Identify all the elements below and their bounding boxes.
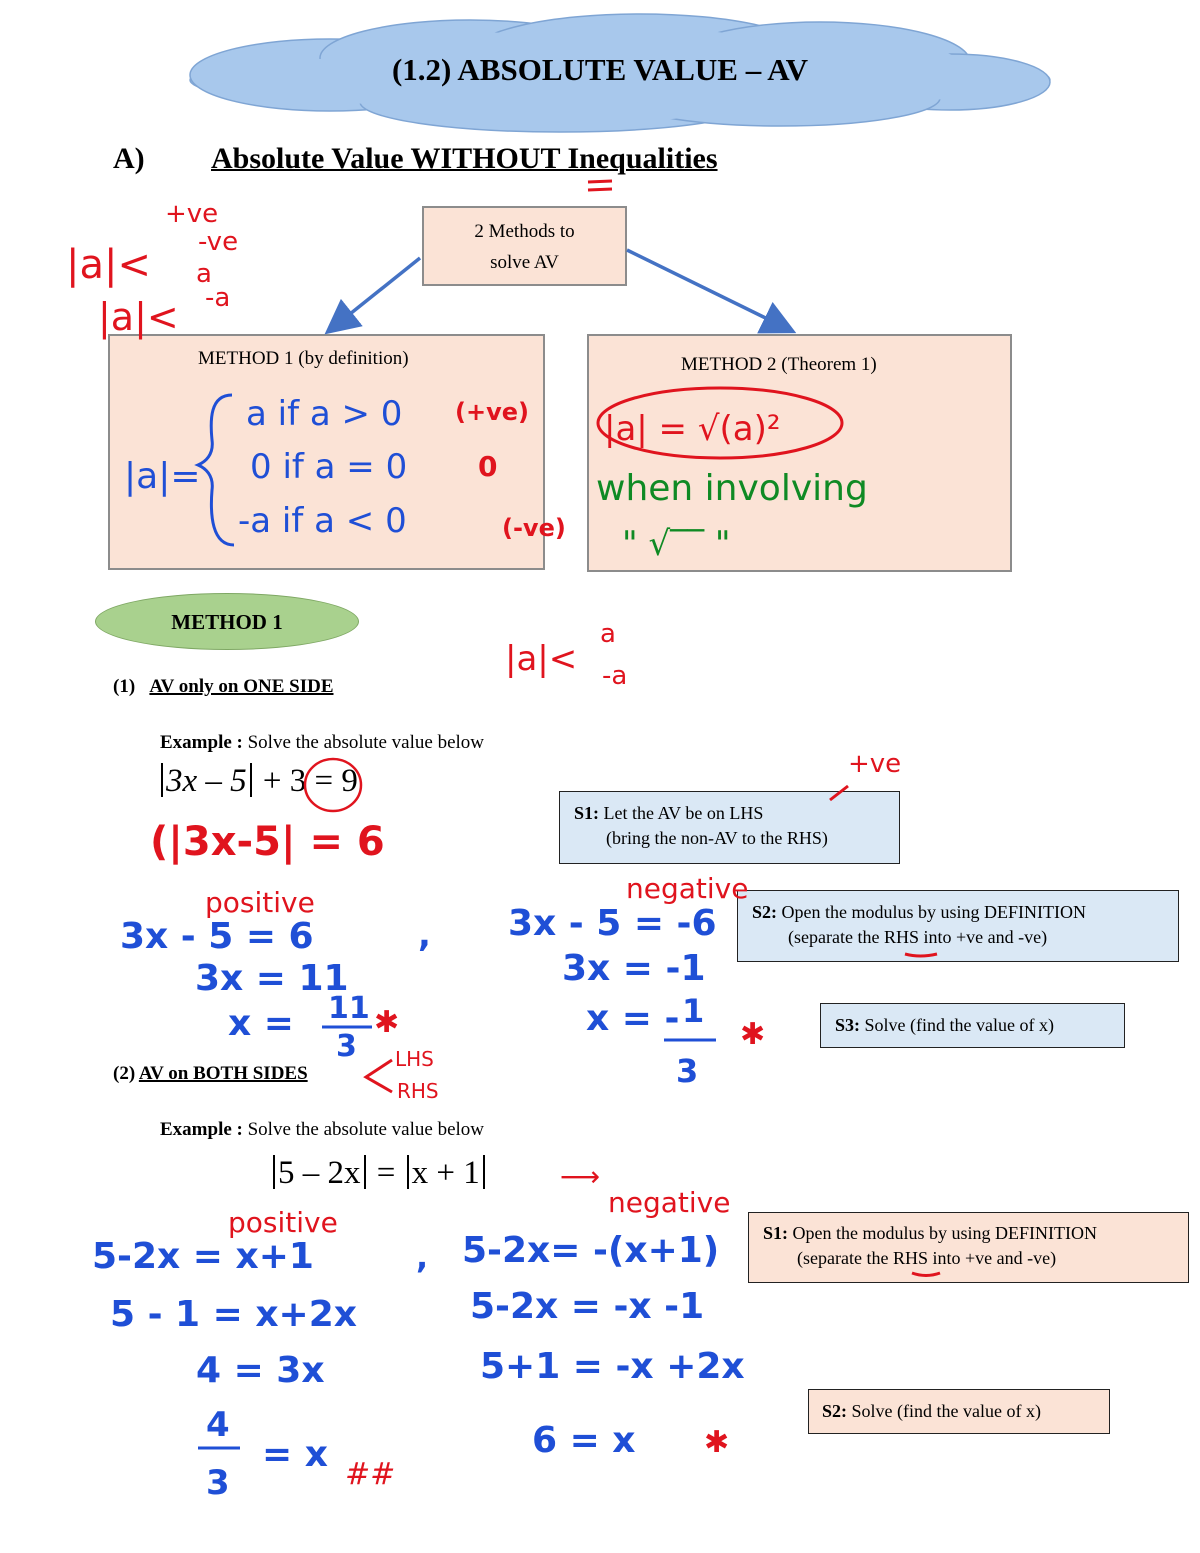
part1-step-s3	[820, 1003, 1125, 1048]
ex1-neg-line2: 3x = -1	[562, 948, 706, 989]
ex1-neg-den: 3	[676, 1052, 699, 1090]
example1-label: Example :	[160, 732, 243, 753]
part2-label: (2)	[113, 1063, 136, 1084]
example1	[160, 732, 484, 754]
example2	[160, 1119, 484, 1141]
step-line1: Let the AV be on LHS	[603, 803, 764, 823]
definition-row3: -a if a < 0	[238, 501, 407, 541]
rhs-note: RHS	[397, 1079, 439, 1103]
ex1-neg-line1: 3x - 5 = -6	[508, 903, 717, 944]
double-underline-mark	[588, 181, 612, 190]
theorem-note2: " √‾‾ "	[622, 524, 731, 564]
theorem-formula: |a| = √(a)²	[604, 409, 781, 449]
margin-note-a: a	[196, 259, 212, 289]
theorem-note1: when involving	[596, 468, 868, 509]
ex1-positive: positive	[205, 886, 315, 919]
ex2-neg-line4: 6 = x	[532, 1420, 636, 1461]
step-label: S2:	[822, 1401, 848, 1421]
step-label: S1:	[763, 1223, 789, 1243]
margin-note-neg-a: -a	[205, 283, 231, 313]
ex1-pos-num: 11	[328, 991, 370, 1026]
ex2-pos-mark: ##	[345, 1457, 396, 1492]
abs-bar-right	[250, 763, 252, 797]
page-title: (1.2) ABSOLUTE VALUE – AV	[391, 52, 809, 87]
step-line1: Solve (find the value of x)	[851, 1401, 1041, 1421]
ex1-comma: ,	[418, 915, 431, 955]
ex2-comma: ,	[416, 1238, 429, 1276]
part2-step-s2	[808, 1389, 1110, 1434]
part1-step-s2	[737, 890, 1179, 962]
ex2-neg-line2: 5-2x = -x -1	[470, 1286, 705, 1327]
ex1-pos-den: 3	[336, 1029, 357, 1064]
ex1-pos-line2: 3x = 11	[195, 958, 349, 999]
part2-title: AV on BOTH SIDES	[138, 1063, 308, 1084]
step-line2: (bring the non-AV to the RHS)	[606, 828, 828, 848]
mid-note-bottom: -a	[602, 661, 628, 691]
ex2-pos-num: 4	[206, 1405, 230, 1445]
abs-bar-left	[161, 763, 163, 797]
definition-row3-note: (-ve)	[502, 514, 566, 542]
step-line2: (separate the RHS into +ve and -ve)	[788, 927, 1048, 947]
abs-bar-left	[273, 1155, 275, 1189]
part1-title: AV only on ONE SIDE	[149, 676, 334, 697]
method2-caption: METHOD 2 (Theorem 1)	[681, 354, 877, 375]
definition-row1-note: (+ve)	[455, 398, 529, 426]
definition-row1: a if a > 0	[246, 394, 403, 434]
ex2-pos-line3: 4 = 3x	[196, 1350, 325, 1391]
part1-heading	[113, 676, 334, 698]
methods-box-line1: 2 Methods to	[474, 221, 575, 242]
step-line1: Solve (find the value of x)	[864, 1015, 1054, 1035]
definition-lhs: |a|=	[124, 456, 201, 497]
step-line2: (separate the RHS into +ve and -ve)	[797, 1248, 1057, 1268]
ex1-pos-line1: 3x - 5 = 6	[120, 916, 314, 957]
abs-bar-left	[407, 1155, 409, 1189]
margin-note-line2: |a|<	[98, 295, 179, 339]
ex1-pos-line3: x =	[228, 1003, 294, 1044]
lhs-note: LHS	[395, 1047, 434, 1071]
margin-note-minus: -ve	[198, 227, 239, 257]
equation1	[158, 763, 358, 800]
ex2-pos-line1: 5-2x = x+1	[92, 1236, 314, 1277]
mid-note-top: a	[600, 619, 616, 649]
step-line1: Open the modulus by using DEFINITION	[781, 902, 1086, 922]
ex2-positive: positive	[228, 1206, 338, 1239]
methods-box-line2: solve AV	[490, 252, 559, 273]
arrow-to-method1	[330, 258, 420, 330]
ex1-pos-mark: ✱	[374, 1005, 400, 1040]
step-label: S3:	[835, 1015, 861, 1035]
margin-note-plus: +ve	[165, 199, 219, 229]
step-label: S1:	[574, 803, 600, 823]
ex1-neg-num: 1	[682, 992, 705, 1030]
part1-step-s1	[559, 791, 900, 864]
step-line1: Open the modulus by using DEFINITION	[792, 1223, 1097, 1243]
arrow-to-method2	[627, 250, 790, 330]
section-a-heading	[113, 142, 718, 176]
equation2	[270, 1155, 488, 1192]
ex2-neg-line1: 5-2x= -(x+1)	[462, 1230, 720, 1271]
abs-bar-right	[364, 1155, 366, 1189]
ex2-arrow: ⟶	[560, 1160, 601, 1193]
part2-heading	[113, 1063, 308, 1085]
method1-pill: METHOD 1	[95, 593, 359, 650]
abs-bar-right	[483, 1155, 485, 1189]
equation2-right: x + 1	[411, 1155, 480, 1191]
part2-step-s1	[748, 1212, 1189, 1283]
ex1-step0: (|3x-5| = 6	[150, 819, 385, 865]
ex1-neg-mark: ✱	[740, 1017, 766, 1052]
ex2-negative: negative	[608, 1186, 731, 1219]
example2-text: Solve the absolute value below	[247, 1119, 484, 1140]
margin-note-line1: |a|<	[66, 242, 151, 288]
equation2-equals: =	[376, 1155, 396, 1191]
part1-label: (1)	[113, 676, 136, 697]
method1-box	[108, 334, 545, 570]
ex2-pos-den: 3	[206, 1463, 230, 1503]
equation1-rest: + 3 = 9	[262, 763, 358, 799]
ex2-neg-line3: 5+1 = -x +2x	[480, 1346, 745, 1387]
definition-row2: 0 if a = 0	[250, 447, 408, 487]
section-a-text: Absolute Value WITHOUT Inequalities	[211, 142, 718, 175]
ve-note: +ve	[848, 749, 902, 779]
ex2-pos-line2: 5 - 1 = x+2x	[110, 1294, 357, 1335]
equation2-left: 5 – 2x	[278, 1155, 361, 1191]
example2-label: Example :	[160, 1119, 243, 1140]
equation1-inside: 3x – 5	[166, 763, 247, 799]
section-a-label: A)	[113, 142, 145, 175]
ex2-pos-line4: = x	[262, 1434, 328, 1475]
definition-row2-note: 0	[478, 450, 498, 483]
methods-box	[422, 206, 627, 286]
method1-caption: METHOD 1 (by definition)	[198, 348, 409, 369]
step-label: S2:	[752, 902, 778, 922]
example1-text: Solve the absolute value below	[247, 732, 484, 753]
mid-note-lhs: |a|<	[505, 639, 578, 679]
ex2-neg-mark: ✱	[704, 1425, 730, 1460]
ex1-negative: negative	[626, 872, 749, 905]
method2-box	[587, 334, 1012, 572]
ex1-neg-line3: x = -	[586, 998, 680, 1039]
lhs-rhs-bracket	[366, 1060, 392, 1092]
